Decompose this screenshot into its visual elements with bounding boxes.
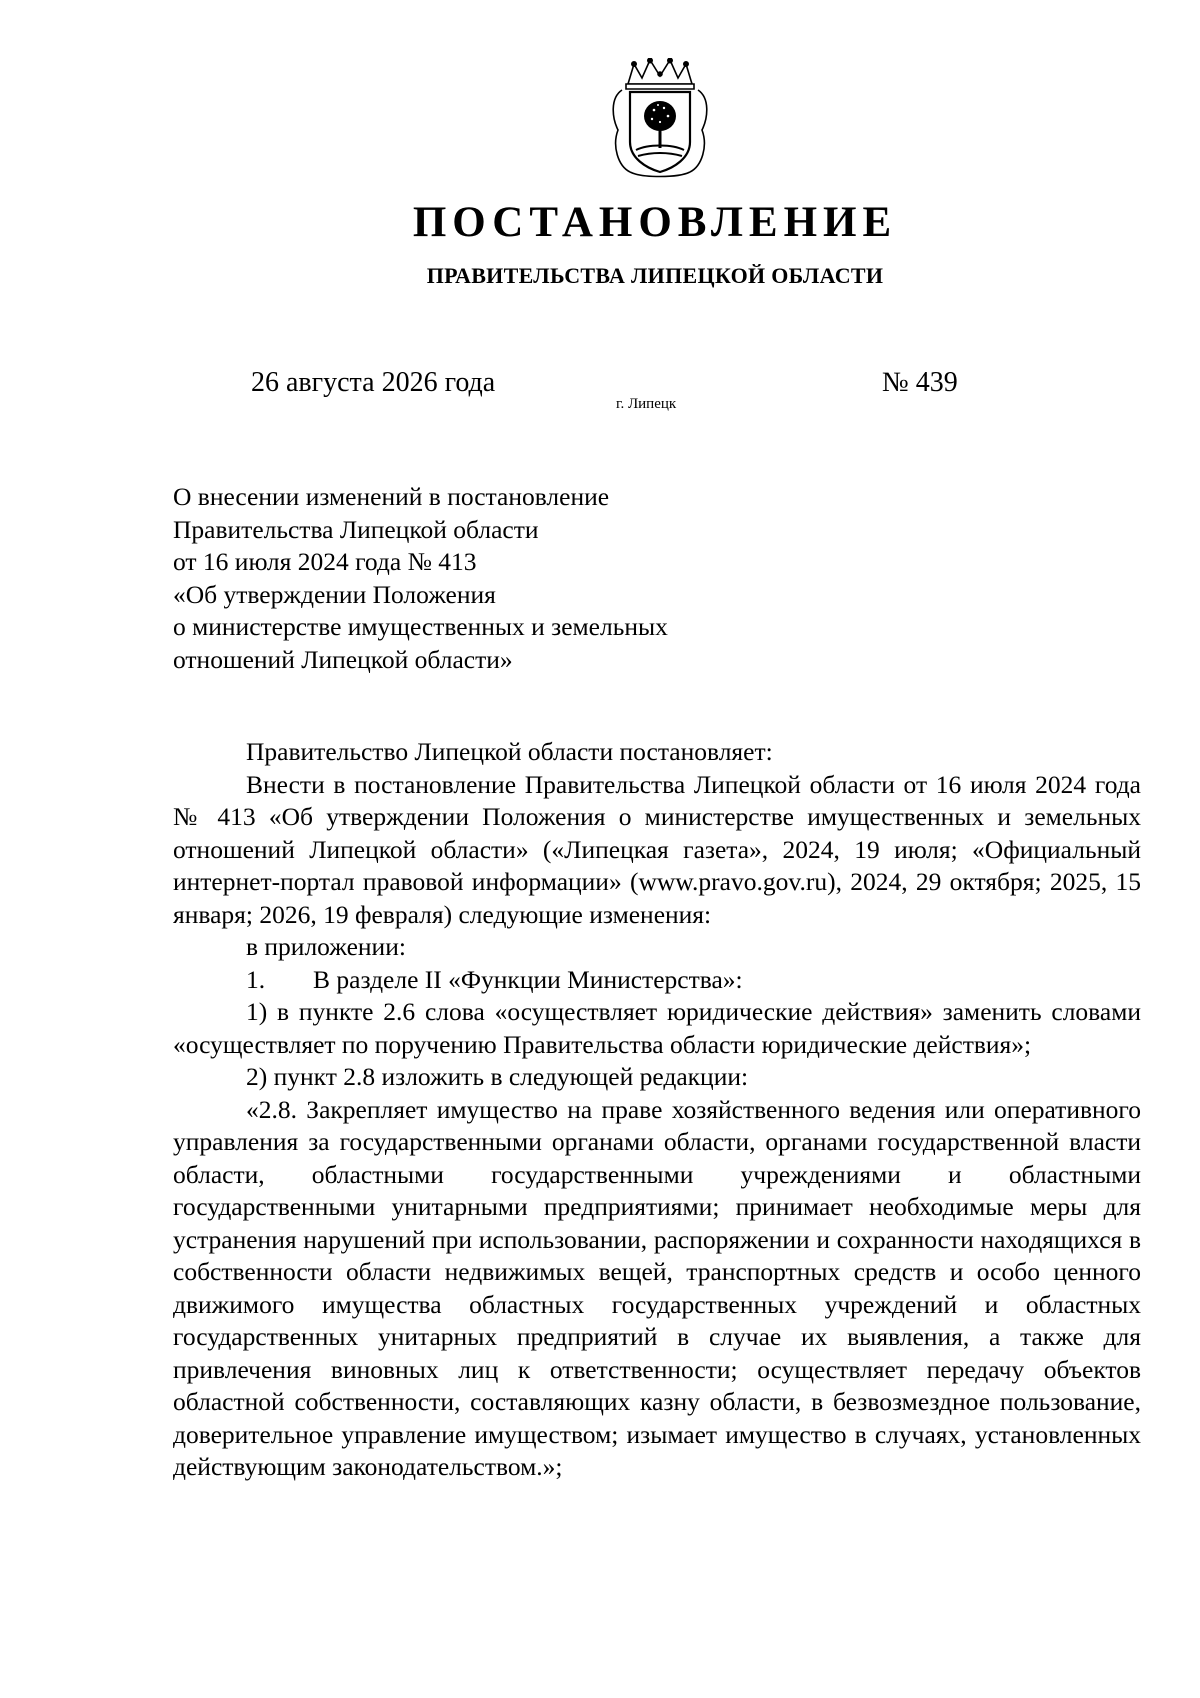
- title-line: О внесении изменений в постановление: [173, 482, 610, 511]
- title-line: «Об утверждении Положения: [173, 579, 496, 609]
- body-subitem-1: 1) в пункте 2.6 слова «осуществляет юридические действия» заменить словами «осуществляет по поручению Правительства области юридические действия»;: [173, 997, 1141, 1059]
- title-line: отношений Липецкой области»: [173, 644, 513, 674]
- document-type-heading: ПОСТАНОВЛЕНИЕ: [412, 199, 898, 246]
- body-subitem-2: 2) пункт 2.8 изложить в следующей редакции:: [246, 1062, 749, 1091]
- issuer-heading: ПРАВИТЕЛЬСТВА ЛИПЕЦКОЙ ОБЛАСТИ: [426, 263, 884, 288]
- document-title: [173, 481, 873, 676]
- document-date: 26 августа 2026 года: [251, 367, 496, 398]
- lipetsk-region-coat-of-arms-icon: [608, 58, 712, 180]
- title-line: о министерстве имущественных и земельных: [173, 612, 668, 641]
- item-text: В разделе II «Функции Министерства»:: [313, 964, 743, 994]
- body-paragraph-amendment: Внести в постановление Правительства Липецкой области от 16 июля 2024 года № 413 «Об утверждении Положения о министерстве имущественных и земельных отношений Липецкой области» («Липецкая газета», 2024, 19 июля; «Официальный интернет-портал правовой информации» (www.pravo.gov.ru), 2024, 29 октября; 2025, 15 января; 2026, 19 февраля) следующие изменения:: [173, 769, 1141, 929]
- document-number: № 439: [882, 367, 958, 398]
- body-paragraph-2-8: «2.8. Закрепляет имущество на праве хозяйственного ведения или оперативного управления за государственными органами области, органами государственной власти области, областными государственными учреждениями и областными государственными унитарными предприятиями; принимает необходимые меры для устранения нарушений при использовании, распоряжении и сохранности находящихся в собственности области недвижимых вещей, транспортных средств и особо ценного движимого имущества областных государственных учреждений и областных государственных унитарных предприятий в случае их выявления, а также для привлечения виновных лиц к ответственности; осуществляет передачу объектов областной собственности, составляющих казну области, в безвозмездное пользование, доверительное управление имуществом; изымает имущество в случаях, установленных действующим законодательством.»;: [173, 1094, 1141, 1481]
- title-line: Правительства Липецкой области: [173, 514, 539, 544]
- item-number: 1.: [246, 964, 266, 994]
- body-paragraph-appendix: в приложении:: [246, 932, 406, 961]
- body-item-1: [173, 964, 1141, 997]
- document-body: [173, 736, 1141, 1484]
- document-place: г. Липецк: [616, 396, 677, 412]
- title-line: от 16 июля 2024 года № 413: [173, 547, 477, 576]
- body-paragraph-enacting: Правительство Липецкой области постановляет:: [246, 737, 773, 766]
